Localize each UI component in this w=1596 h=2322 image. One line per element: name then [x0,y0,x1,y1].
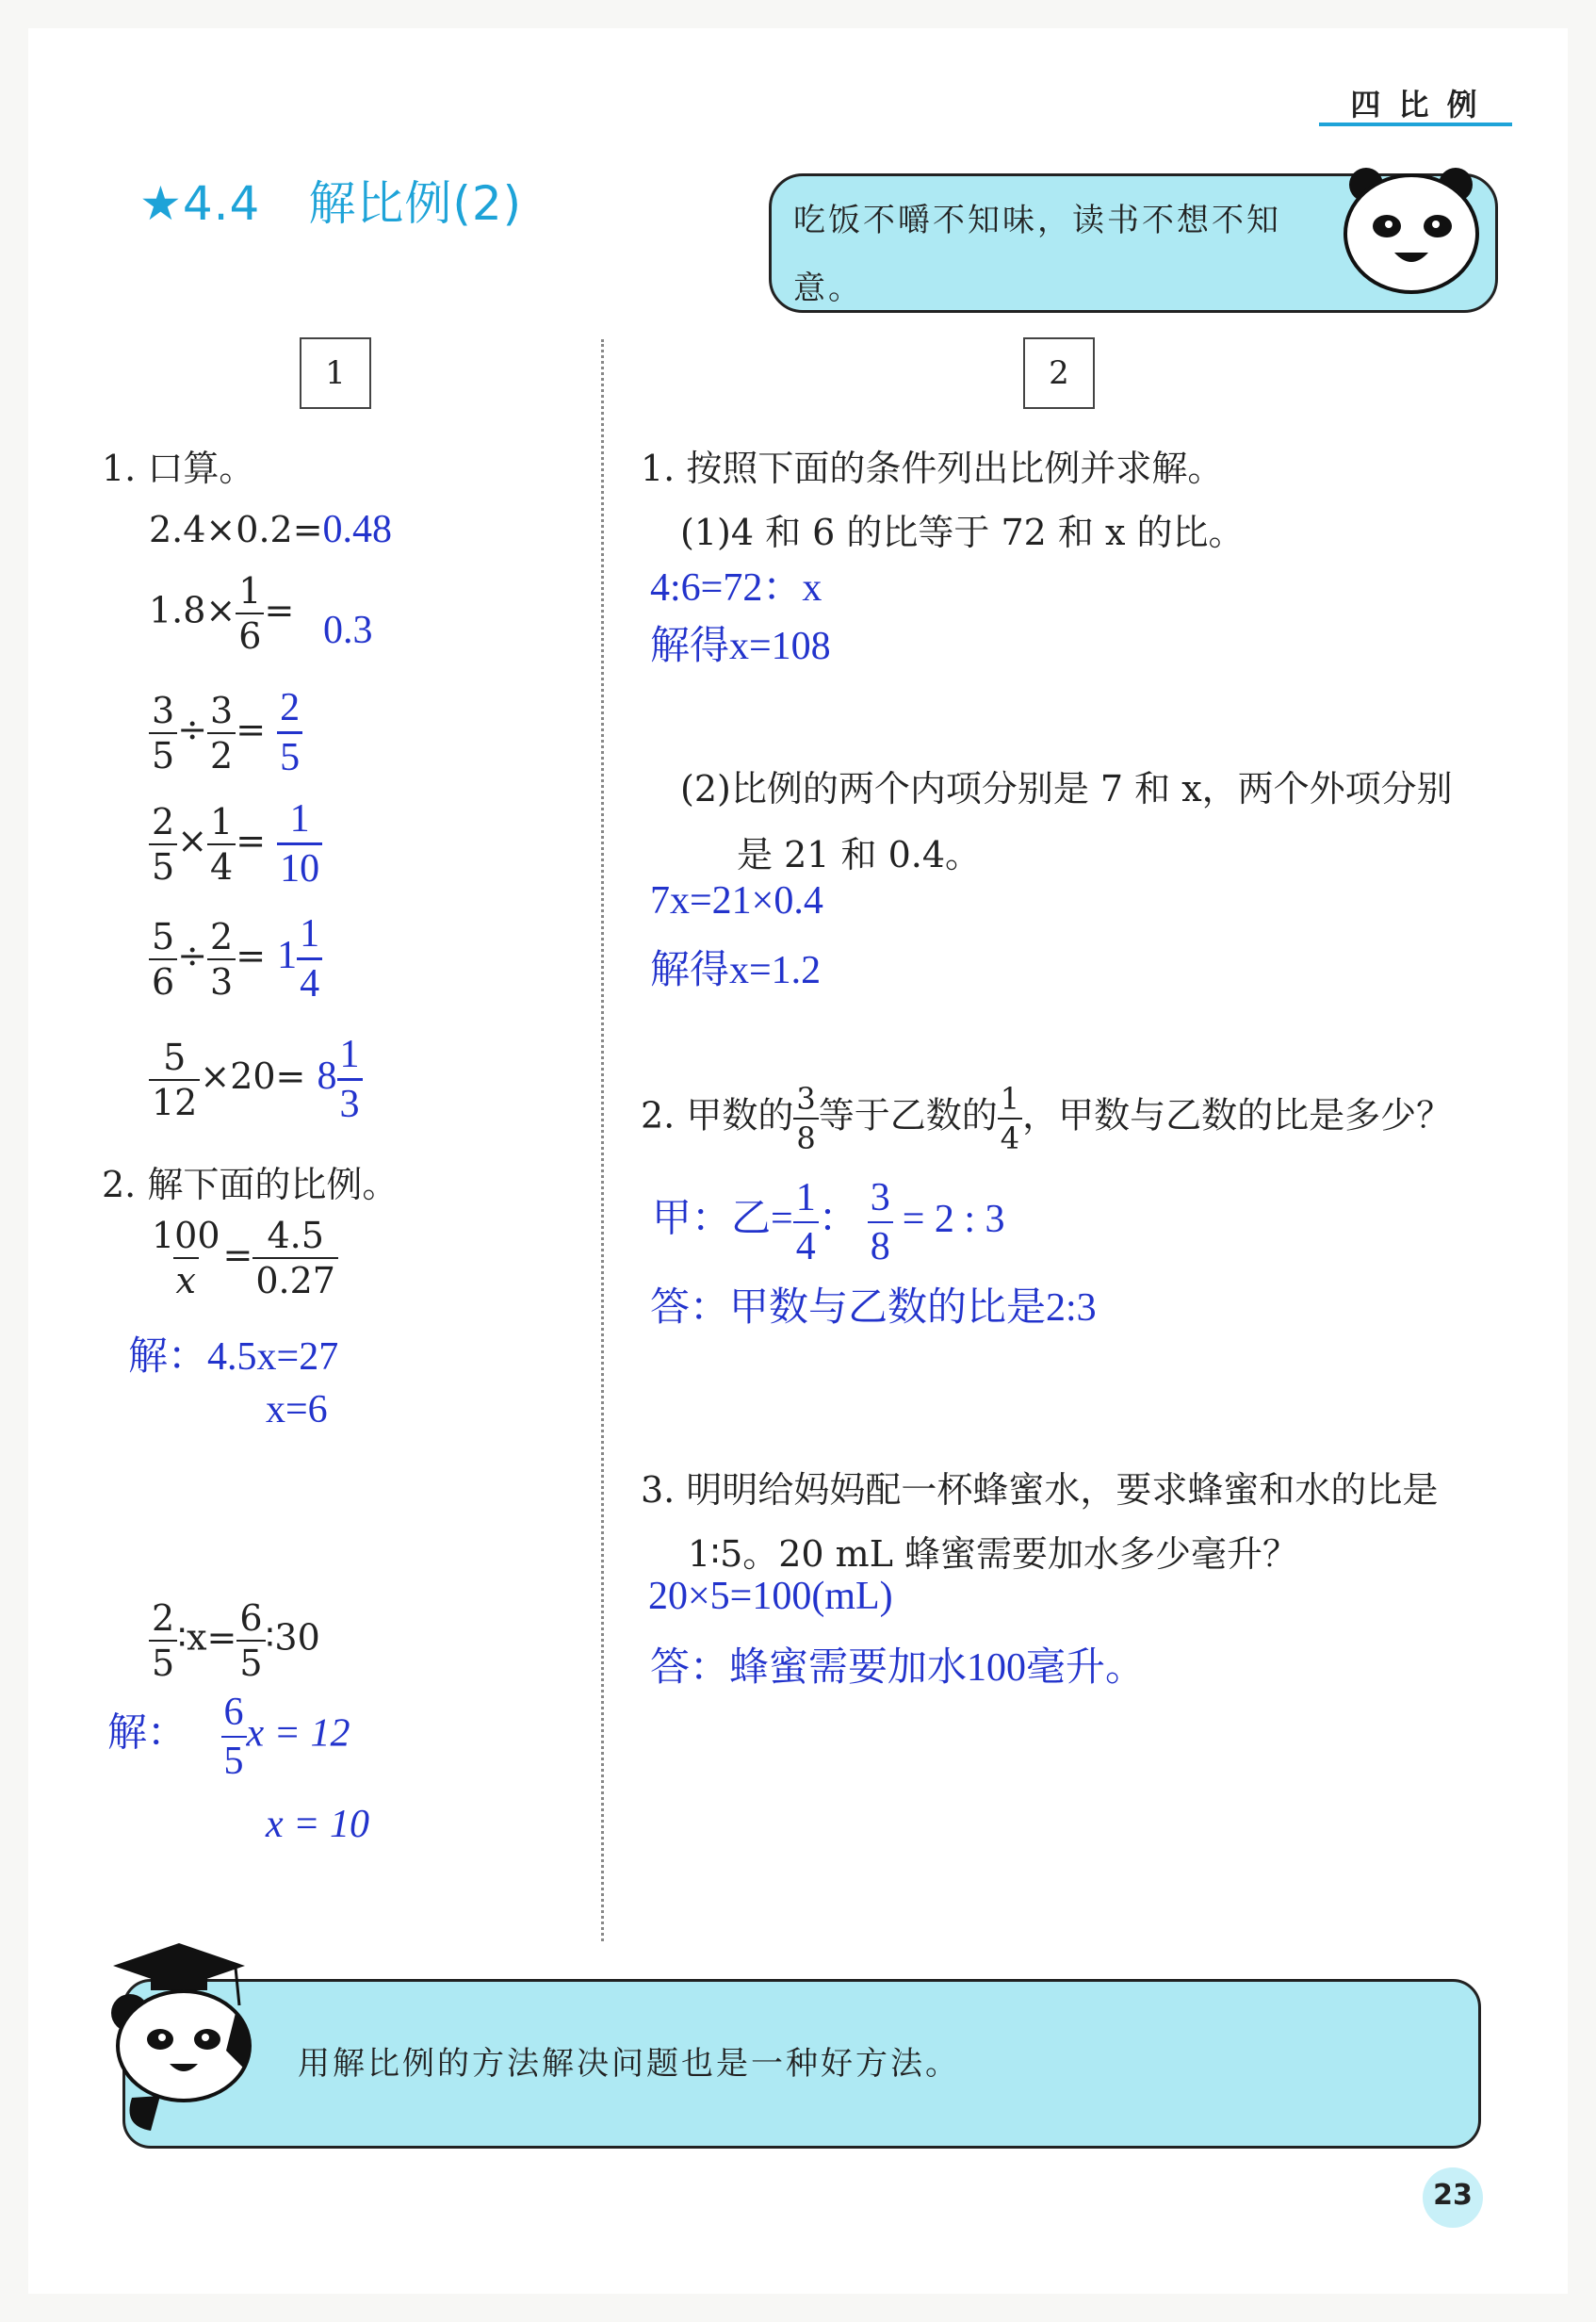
oral-calc-5: $\frac{5}{6}$ ÷ $\frac{2}{3}$ = 1 $\frac{1}{4}$ [149,914,322,1004]
right-q1-sub1-answer1: 4:6=72：x [650,566,822,610]
right-q1-sub2-answer1: 7x=21×0.4 [650,879,823,923]
proportion-1-solution-line1: 解：4.5x=27 [128,1335,339,1379]
proportion-2: $\frac{2}{5}$ ∶x= $\frac{6}{5}$ ∶30 [149,1600,320,1681]
column-divider [601,339,604,1941]
column-number-left: 1 [300,337,371,409]
right-q3-answer1: 20×5=100(mL) [648,1575,893,1618]
oral-calc-3: $\frac{3}{5}$ ÷ $\frac{3}{2}$ = $\frac{2}{5}$ [149,688,302,777]
left-q2-label: 2. 解下面的比例。 [102,1164,399,1205]
right-q3-answer2: 答：蜂蜜需要加水100毫升。 [650,1646,1146,1690]
proportion-2-solution-line2: x = 10 [266,1803,369,1846]
right-q1-sub2-line1: (2)比例的两个内项分别是 7 和 x，两个外项分别 [680,768,1453,809]
lesson-title: ★4.4 解比例(2) [139,176,523,231]
section-label: 四 比 例 [1350,87,1481,123]
right-q1-sub1-answer2: 解得x=108 [650,625,831,668]
right-q1-sub2-line2: 是 21 和 0.4。 [737,834,982,875]
oral-calc-4: $\frac{2}{5}$ × $\frac{1}{4}$ = $\frac{1}{10}$ [149,799,322,889]
oral-calc-6: $\frac{5}{12}$ ×20= 8 $\frac{1}{3}$ [149,1035,363,1124]
right-q1-label: 1. 按照下面的条件列出比例并求解。 [641,448,1224,489]
right-q1-sub2-answer2: 解得x=1.2 [650,949,822,992]
right-q2-answer-ratio: 甲：乙= $\frac{1}{4}$ ： $\frac{3}{8}$ = 2 : 3 [652,1176,1005,1268]
tip-text: 用解比例的方法解决问题也是一种好方法。 [298,2045,960,2083]
section-label-underline [1319,123,1512,126]
proportion-2-solution-line1: 解： $\frac{6}{5}$ x = 12 [107,1691,350,1783]
left-q1-label: 1. 口算。 [102,448,255,489]
graduate-panda-icon [94,1938,264,2135]
motto-text: 吃饭不嚼不知味，读书不想不知意。 [793,202,1281,307]
textbook-page [28,28,1568,2294]
oral-calc-1: 2.4×0.2=0.48 [149,508,393,551]
page-number: 23 [1433,2179,1473,2212]
oral-calc-2: 1.8× $\frac{1}{6}$ = [149,570,295,657]
oral-calc-2-answer: 0.3 [323,609,373,652]
proportion-1-solution-line2: x=6 [266,1388,328,1431]
proportion-1: $\frac{100}{x}$ = $\frac{4.5}{0.27}$ [149,1218,338,1299]
right-q2-answer-text: 答：甲数与乙数的比是2:3 [650,1286,1097,1330]
column-number-right: 2 [1023,337,1095,409]
right-q3-line2: 1∶5。20 mL 蜂蜜需要加水多少毫升？ [688,1533,1299,1575]
right-q3-line1: 3. 明明给妈妈配一杯蜂蜜水，要求蜂蜜和水的比是 [641,1469,1439,1511]
right-q2-question: 2. 甲数的 $\frac{3}{8}$ 等于乙数的 $\frac{1}{4}$ ，甲数与乙数的比是多少？ [641,1081,1453,1156]
right-q1-sub1: (1)4 和 6 的比等于 72 和 x 的比。 [680,512,1245,553]
panda-icon [1338,158,1489,300]
